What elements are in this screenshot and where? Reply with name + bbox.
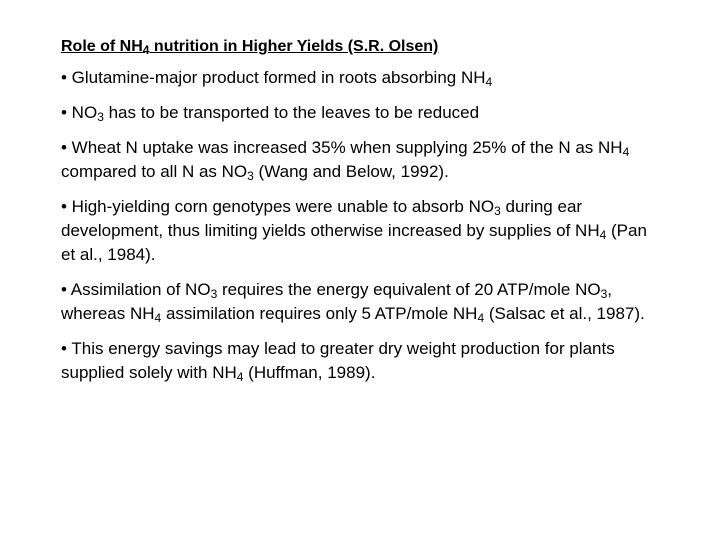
bullet-item — [61, 66, 661, 90]
subscript: 4 — [622, 145, 630, 159]
title-subscript: 4 — [142, 43, 150, 57]
bullet-text: compared to all N as NO — [61, 162, 248, 181]
bullet-text: (Salsac et al., 1987). — [484, 304, 645, 323]
title-text-end: nutrition in Higher Yields (S.R. Olsen) — [149, 38, 439, 55]
bullet-text: (Wang and Below, 1992). — [253, 162, 449, 181]
subscript: 3 — [210, 287, 218, 301]
slide-title — [61, 36, 661, 58]
bullet-text: requires the energy equivalent of 20 ATP/mole NO — [217, 280, 601, 299]
bullet-item — [61, 101, 661, 125]
title-text-start: Role of NH — [61, 38, 143, 55]
bullet-item — [61, 337, 661, 385]
bullet-item — [61, 278, 661, 326]
slide-content — [61, 36, 661, 396]
bullet-text: has to be transported to the leaves to be reduced — [103, 103, 480, 122]
bullet-item — [61, 195, 661, 267]
bullet-text: • Assimilation of NO — [61, 280, 211, 299]
subscript: 4 — [154, 311, 162, 325]
bullet-text: (Pan et al., 1984). — [61, 221, 647, 264]
bullet-text: during ear development, thus limiting yields otherwise increased by supplies of NH — [61, 197, 600, 240]
subscript: 3 — [494, 204, 501, 218]
bullet-text: • This energy savings may lead to greater dry weight production for plants supplied solely with NH — [61, 339, 615, 382]
subscript: 4 — [236, 370, 244, 384]
bullet-text: assimilation requires only 5 ATP/mole NH — [161, 304, 478, 323]
subscript: 3 — [247, 169, 254, 183]
subscript: 3 — [600, 287, 608, 301]
bullet-text: • NO — [61, 103, 98, 122]
subscript: 3 — [97, 110, 104, 124]
subscript: 4 — [485, 75, 493, 89]
subscript: 4 — [599, 228, 607, 242]
bullet-text: • Wheat N uptake was increased 35% when supplying 25% of the N as NH — [61, 138, 623, 157]
bullet-text: , whereas NH — [61, 280, 613, 323]
bullet-text: (Huffman, 1989). — [243, 363, 376, 382]
subscript: 4 — [477, 311, 485, 325]
bullet-text: • Glutamine-major product formed in roots absorbing NH — [61, 68, 486, 87]
bullet-list — [61, 66, 661, 385]
bullet-text: • High-yielding corn genotypes were unable to absorb NO — [61, 197, 495, 216]
bullet-item — [61, 136, 661, 184]
